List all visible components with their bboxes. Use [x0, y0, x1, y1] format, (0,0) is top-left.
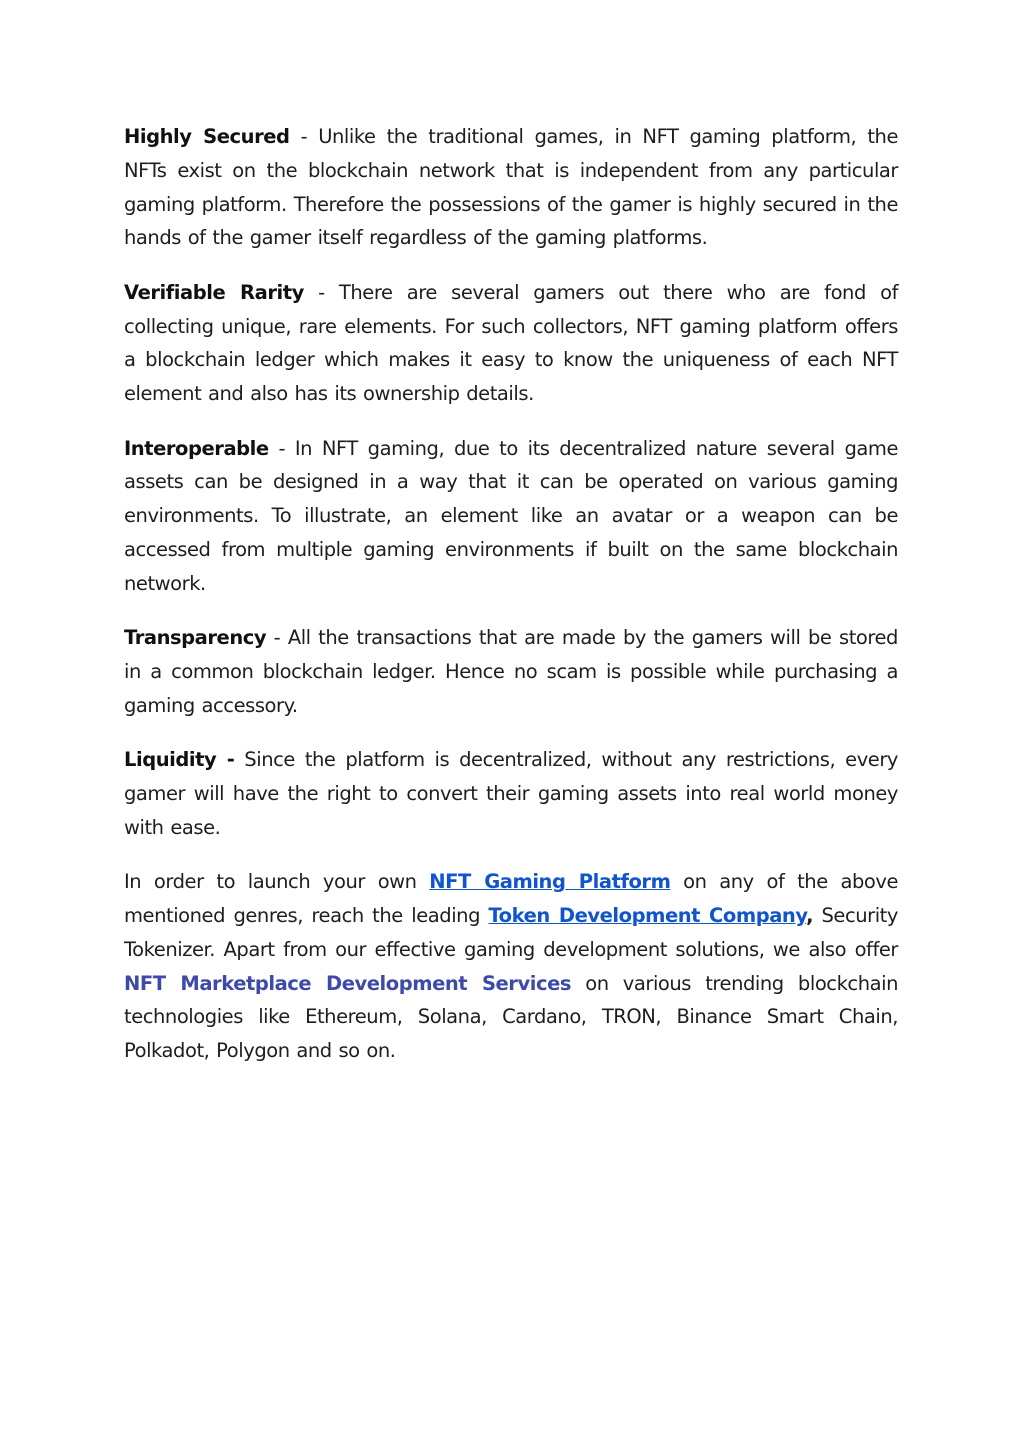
paragraph-verifiable-rarity: [124, 276, 898, 411]
closing-text-3: Security Tokenizer. Apart from our effective gaming development solutions, we also offer: [124, 903, 898, 961]
paragraph-closing: [124, 865, 898, 1068]
paragraph-text: In NFT gaming, due to its decentralized nature several game assets can be designed in a way that it can be operated on various gaming environments. To illustrate, an element like an avatar or a weapon can be accessed from multiple gaming environments if built on the same blockchain network.: [124, 436, 898, 595]
paragraph-interoperable: [124, 432, 898, 601]
paragraph-liquidity: [124, 743, 898, 844]
closing-text-4: on various trending blockchain technologies like Ethereum, Solana, Cardano, TRON, Binance Smart Chain, Polkadot, Polygon and so on.: [124, 971, 898, 1063]
paragraph-text: Unlike the traditional games, in NFT gaming platform, the NFTs exist on the blockchain network that is independent from any particular gaming platform. Therefore the possessions of the gamer is highly secured in the hands of the gamer itself regardless of the gaming platforms.: [124, 125, 898, 250]
separator: -: [303, 280, 339, 304]
term-transparency: Transparency: [124, 626, 267, 650]
token-development-company-link[interactable]: Token Development Company: [488, 903, 807, 927]
nft-marketplace-services-link[interactable]: NFT Marketplace Development Services: [124, 971, 572, 995]
closing-text-2: on any of the above mentioned genres, reach the leading: [124, 870, 898, 927]
term-liquidity: Liquidity -: [124, 748, 235, 772]
term-interoperable: Interoperable: [124, 436, 269, 460]
term-verifiable-rarity: Verifiable Rarity: [124, 280, 304, 304]
closing-text-1: In order to launch your own: [124, 870, 430, 894]
separator: -: [268, 436, 295, 460]
closing-comma: ,: [806, 903, 814, 927]
document-page: [124, 120, 898, 1088]
paragraph-text: There are several gamers out there who are fond of collecting unique, rare elements. For such collectors, NFT gaming platform offers a blockchain ledger which makes it easy to know the uniqueness of each NFT element and also has its ownership details.: [124, 280, 898, 406]
paragraph-highly-secured: [124, 120, 898, 255]
paragraph-transparency: [124, 621, 898, 722]
nft-gaming-platform-link[interactable]: NFT Gaming Platform: [429, 870, 671, 894]
paragraph-text: All the transactions that are made by the gamers will be stored in a common blockchain ledger. Hence no scam is possible while purchasing a gaming accessory.: [124, 626, 898, 717]
separator: -: [289, 125, 319, 148]
paragraph-text: Since the platform is decentralized, without any restrictions, every gamer will have the right to convert their gaming assets into real world money with ease.: [124, 748, 898, 839]
separator: -: [266, 626, 288, 650]
separator: [234, 748, 244, 771]
term-highly-secured: Highly Secured: [124, 125, 290, 148]
